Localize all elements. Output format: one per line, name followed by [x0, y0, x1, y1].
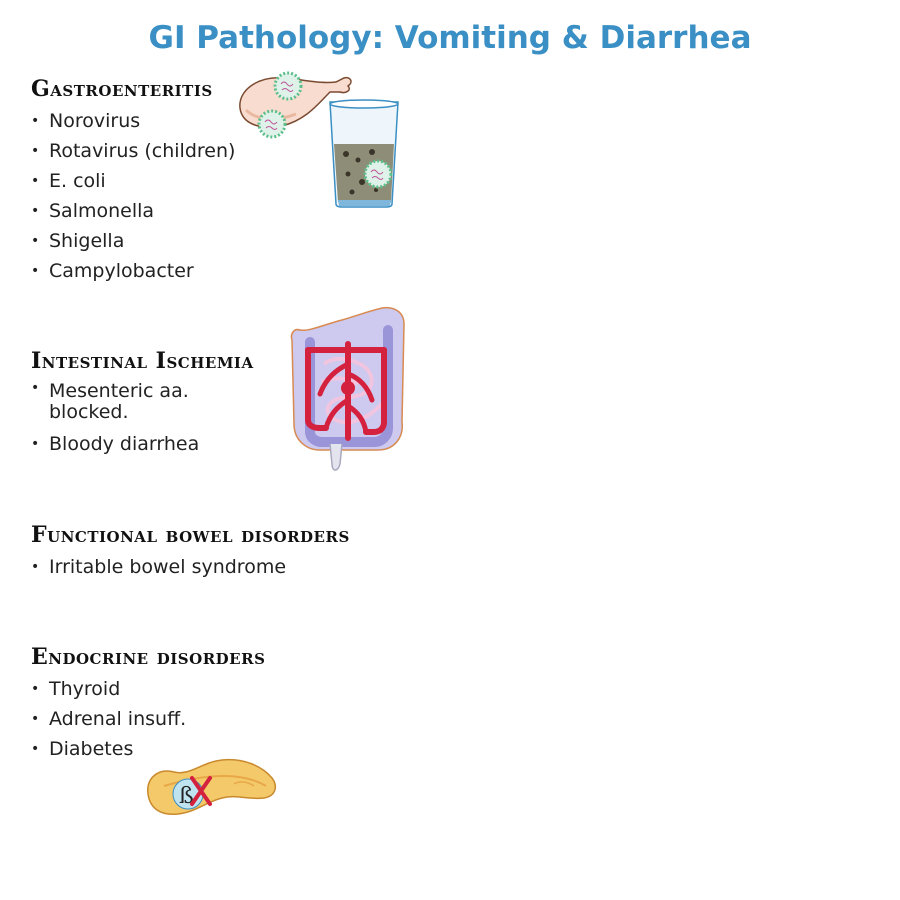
bullet-list [31, 674, 265, 764]
list-item: • Campylobacter [31, 256, 235, 286]
virus-icon [365, 161, 391, 187]
list-item: • Norovirus [31, 106, 235, 136]
bullet-list [31, 106, 235, 286]
svg-text:ß: ß [179, 784, 194, 809]
list-item: • Thyroid [31, 674, 265, 704]
section-heading: Functional bowel disorders [31, 522, 350, 548]
section-endocrine-disorders [31, 644, 265, 764]
section-heading: Endocrine disorders [31, 644, 266, 670]
virus-icon [275, 73, 301, 99]
list-item: • Bloody diarrhea [31, 429, 254, 459]
section-heading: Gastroenteritis [31, 76, 213, 102]
list-item: • Rotavirus (children) [31, 136, 235, 166]
bullet-list [31, 378, 254, 459]
virus-icon [259, 111, 285, 137]
list-item: • Salmonella [31, 196, 235, 226]
section-heading: Intestinal Ischemia [31, 348, 254, 374]
page-title: GI Pathology: Vomiting & Diarrhea [148, 20, 752, 56]
bullet-list [31, 552, 350, 582]
list-item: • Shigella [31, 226, 235, 256]
list-item: • Diabetes [31, 734, 265, 764]
list-item: • Mesenteric aa. blocked. [31, 378, 249, 429]
list-item: • Adrenal insuff. [31, 704, 265, 734]
section-intestinal-ischemia [31, 348, 254, 459]
chicken-leg-and-contaminated-water-icon [236, 70, 406, 210]
pancreas-beta-cell-crossed-icon [144, 754, 280, 818]
intestines-with-blood-vessels-icon [286, 304, 410, 476]
section-functional-bowel-disorders [31, 522, 350, 582]
list-item: • E. coli [31, 166, 235, 196]
list-item: • Irritable bowel syndrome [31, 552, 350, 582]
section-gastroenteritis [31, 76, 235, 286]
